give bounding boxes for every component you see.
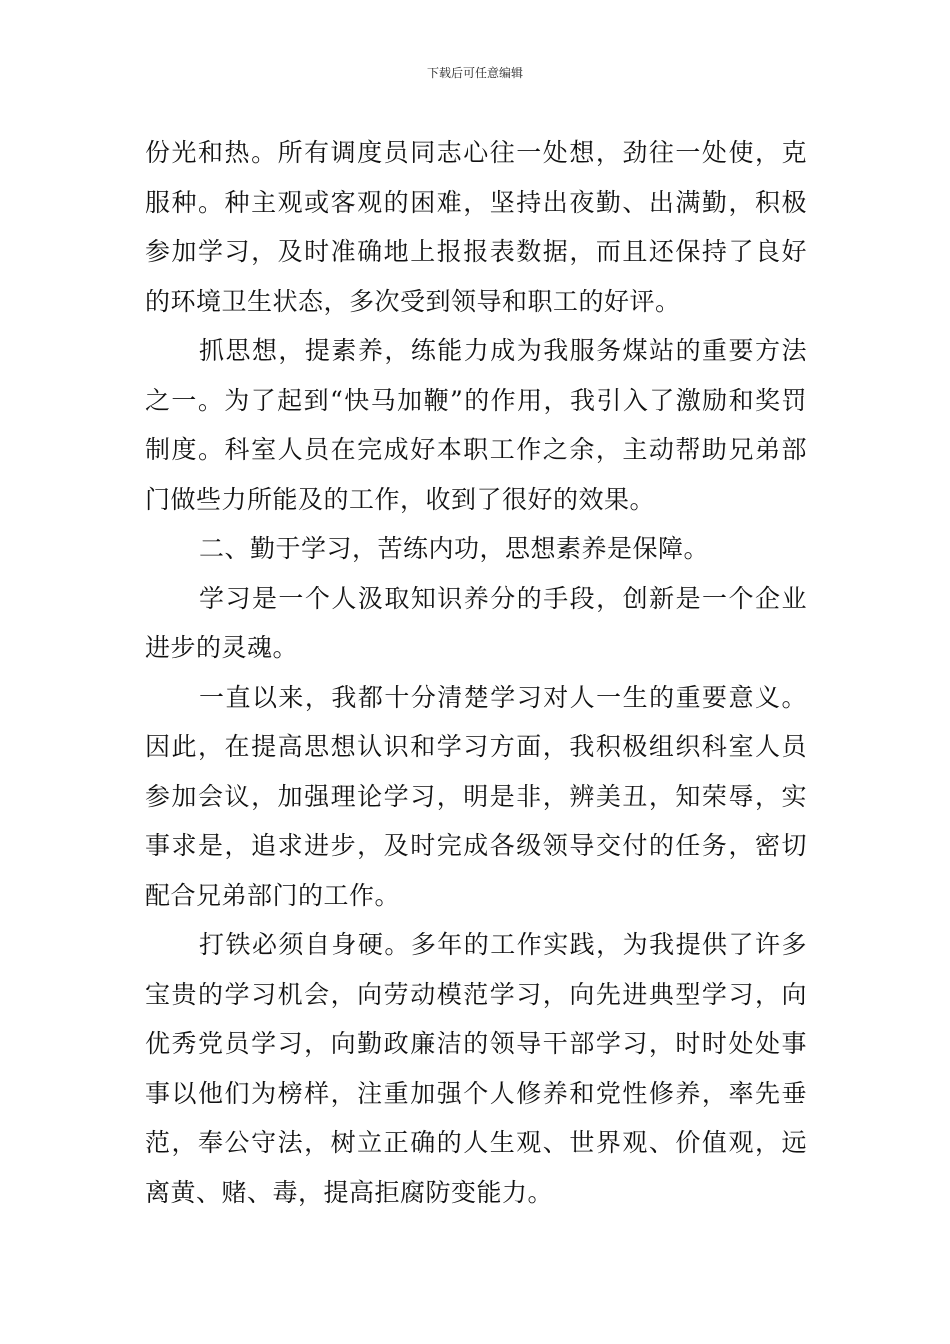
paragraph-3: 学习是一个人汲取知识养分的手段，创新是一个企业进步的灵魂。: [145, 583, 807, 662]
paragraph-1: 份光和热。所有调度员同志心往一处想，劲往一处使，克服种。种主观或客观的困难，坚持出夜勤、出满勤，积极参加学习，及时准确地上报报表数据，而且还保持了良好的环境卫生状态，多次受到领导和职工的好评。: [145, 138, 807, 316]
section-heading-2: 二、勤于学习，苦练内功，思想素养是保障。: [199, 534, 710, 563]
paragraph-5: 打铁必须自身硬。多年的工作实践，为我提供了许多宝贵的学习机会，向劳动模范学习，向先进典型学习，向优秀党员学习，向勤政廉洁的领导干部学习，时时处处事事以他们为榜样，注重加强个人修养和党性修养，率先垂范，奉公守法，树立正确的人生观、世界观、价值观，远离黄、赌、毒，提高拒腐防变能力。: [145, 930, 807, 1207]
page-header-note: 下载后可任意编辑: [426, 66, 523, 80]
paragraph-4: 一直以来，我都十分清楚学习对人一生的重要意义。因此，在提高思想认识和学习方面，我积极组织科室人员参加会议，加强理论学习，明是非，辨美丑，知荣辱，实事求是，追求进步，及时完成各级领导交付的任务，密切配合兄弟部门的工作。: [145, 682, 807, 910]
paragraph-2: 抓思想，提素养，练能力成为我服务煤站的重要方法之一。为了起到“快马加鞭”的作用，我引入了激励和奖罚制度。科室人员在完成好本职工作之余，主动帮助兄弟部门做些力所能及的工作，收到了很好的效果。: [145, 336, 807, 514]
document-body: [145, 128, 807, 1217]
